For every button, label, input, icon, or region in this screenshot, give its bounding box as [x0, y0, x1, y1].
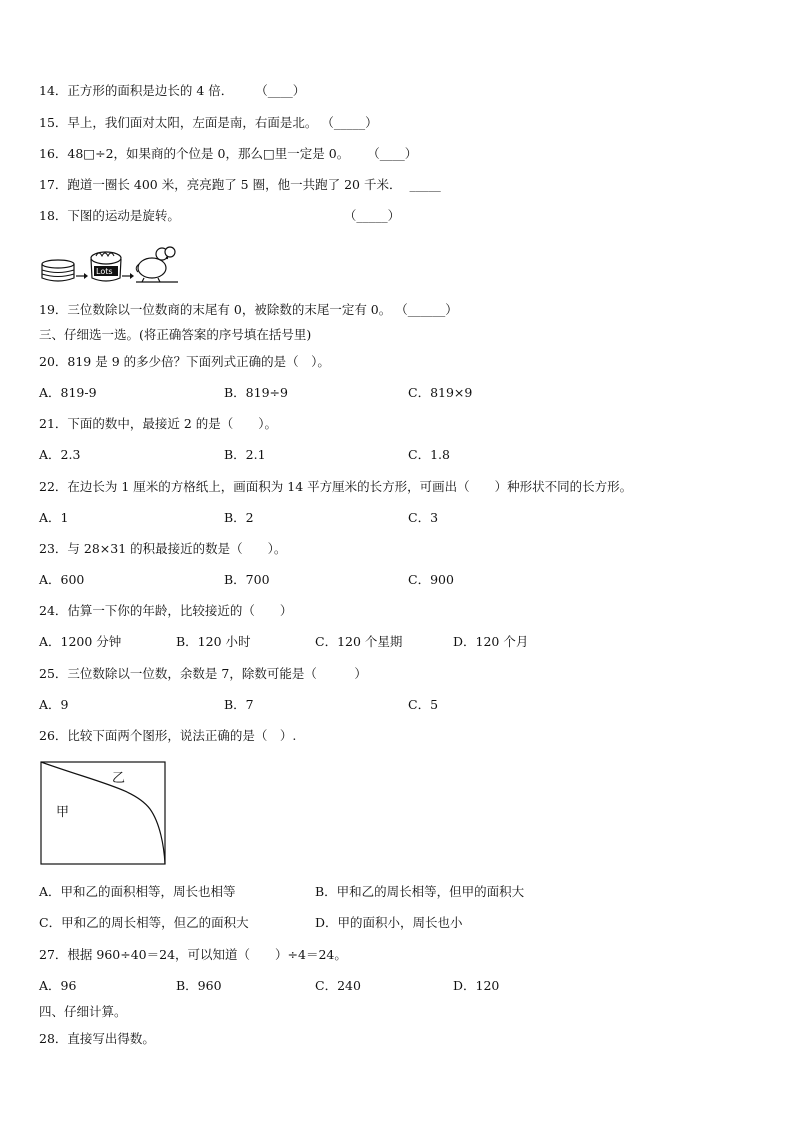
question-21: 21．下面的数中，最接近 2 的是（ ）。 [39, 416, 278, 431]
option-27-a[interactable]: A．96 [39, 978, 77, 993]
option-26-b[interactable]: B．甲和乙的周长相等，但甲的面积大 [315, 884, 525, 899]
rectangle-curve-diagram [40, 761, 168, 867]
option-23-a[interactable]: A．600 [39, 572, 85, 587]
option-25-b[interactable]: B．7 [224, 697, 254, 712]
answer-paren-14[interactable]: （____） [255, 83, 306, 98]
option-22-b[interactable]: B．2 [224, 510, 254, 525]
question-14 [39, 83, 305, 99]
question-27: 27．根据 960÷40＝24，可以知道（ ）÷4＝24。 [39, 947, 347, 962]
option-26-c[interactable]: C．甲和乙的周长相等，但乙的面积大 [39, 915, 249, 930]
section-3-heading: 三、仔细选一选。(将正确答案的序号填在括号里) [39, 327, 312, 342]
question-17 [39, 177, 441, 193]
option-20-b[interactable]: B．819÷9 [224, 385, 288, 400]
question-15 [39, 115, 378, 131]
option-26-a[interactable]: A．甲和乙的面积相等，周长也相等 [39, 884, 236, 899]
question-15-text: 15．早上，我们面对太阳，左面是南，右面是北。 [39, 115, 318, 130]
section-4-heading: 四、仔细计算。 [39, 1004, 127, 1019]
answer-paren-16[interactable]: （____） [367, 146, 418, 161]
option-26-d[interactable]: D．甲的面积小，周长也小 [315, 915, 463, 930]
option-21-a[interactable]: A．2.3 [39, 447, 81, 462]
question-17-text: 17．跑道一圈长 400 米，亮亮跑了 5 圈，他一共跑了 20 千米． [39, 177, 402, 192]
question-18-text: 18．下图的运动是旋转。 [39, 208, 180, 223]
question-25: 25．三位数除以一位数，余数是 7，除数可能是（ ） [39, 666, 367, 681]
option-25-c[interactable]: C．5 [408, 697, 439, 712]
question-16 [39, 146, 417, 162]
svg-text:Lots: Lots [96, 267, 113, 276]
question-22: 22．在边长为 1 厘米的方格纸上，画面积为 14 平方厘米的长方形，可画出（ ）种形状不同的长方形。 [39, 479, 633, 494]
option-24-c[interactable]: C．120 个星期 [315, 634, 403, 649]
answer-paren-19[interactable]: （______） [395, 302, 458, 317]
question-23: 23．与 28×31 的积最接近的数是（ ）。 [39, 541, 287, 556]
option-27-c[interactable]: C．240 [315, 978, 361, 993]
question-24: 24．估算一下你的年龄，比较接近的（ ） [39, 603, 293, 618]
option-24-b[interactable]: B．120 小时 [176, 634, 251, 649]
region-label-yi: 乙 [112, 771, 126, 786]
question-28: 28．直接写出得数。 [39, 1031, 155, 1046]
motion-figure [40, 242, 180, 286]
region-label-jia: 甲 [56, 805, 70, 820]
option-25-a[interactable]: A．9 [39, 697, 69, 712]
question-20: 20．819 是 9 的多少倍？下面列式正确的是（ ）。 [39, 354, 330, 369]
option-24-d[interactable]: D．120 个月 [453, 634, 529, 649]
option-22-a[interactable]: A．1 [39, 510, 69, 525]
option-22-c[interactable]: C．3 [408, 510, 439, 525]
answer-blank-17[interactable]: _____ [409, 177, 441, 192]
option-23-b[interactable]: B．700 [224, 572, 270, 587]
answer-paren-18[interactable]: （_____） [343, 208, 401, 223]
option-20-c[interactable]: C．819×9 [408, 385, 473, 400]
question-14-text: 14．正方形的面积是边长的 4 倍． [39, 83, 234, 98]
option-21-c[interactable]: C．1.8 [408, 447, 450, 462]
cake-mouse-motion-icon [40, 242, 180, 286]
question-26: 26．比较下面两个图形，说法正确的是（ ）. [39, 728, 297, 743]
question-19 [39, 302, 458, 318]
question-19-text: 19．三位数除以一位数商的末尾有 0，被除数的末尾一定有 0。 [39, 302, 392, 317]
option-23-c[interactable]: C．900 [408, 572, 454, 587]
question-16-text: 16．48□÷2，如果商的个位是 0，那么□里一定是 0。 [39, 146, 350, 161]
question-18 [39, 208, 400, 224]
option-27-d[interactable]: D．120 [453, 978, 500, 993]
option-27-b[interactable]: B．960 [176, 978, 222, 993]
option-21-b[interactable]: B．2.1 [224, 447, 266, 462]
answer-paren-15[interactable]: （_____） [321, 115, 378, 130]
option-20-a[interactable]: A．819-9 [39, 385, 97, 400]
q26-figure [40, 761, 168, 867]
option-24-a[interactable]: A．1200 分钟 [39, 634, 122, 649]
